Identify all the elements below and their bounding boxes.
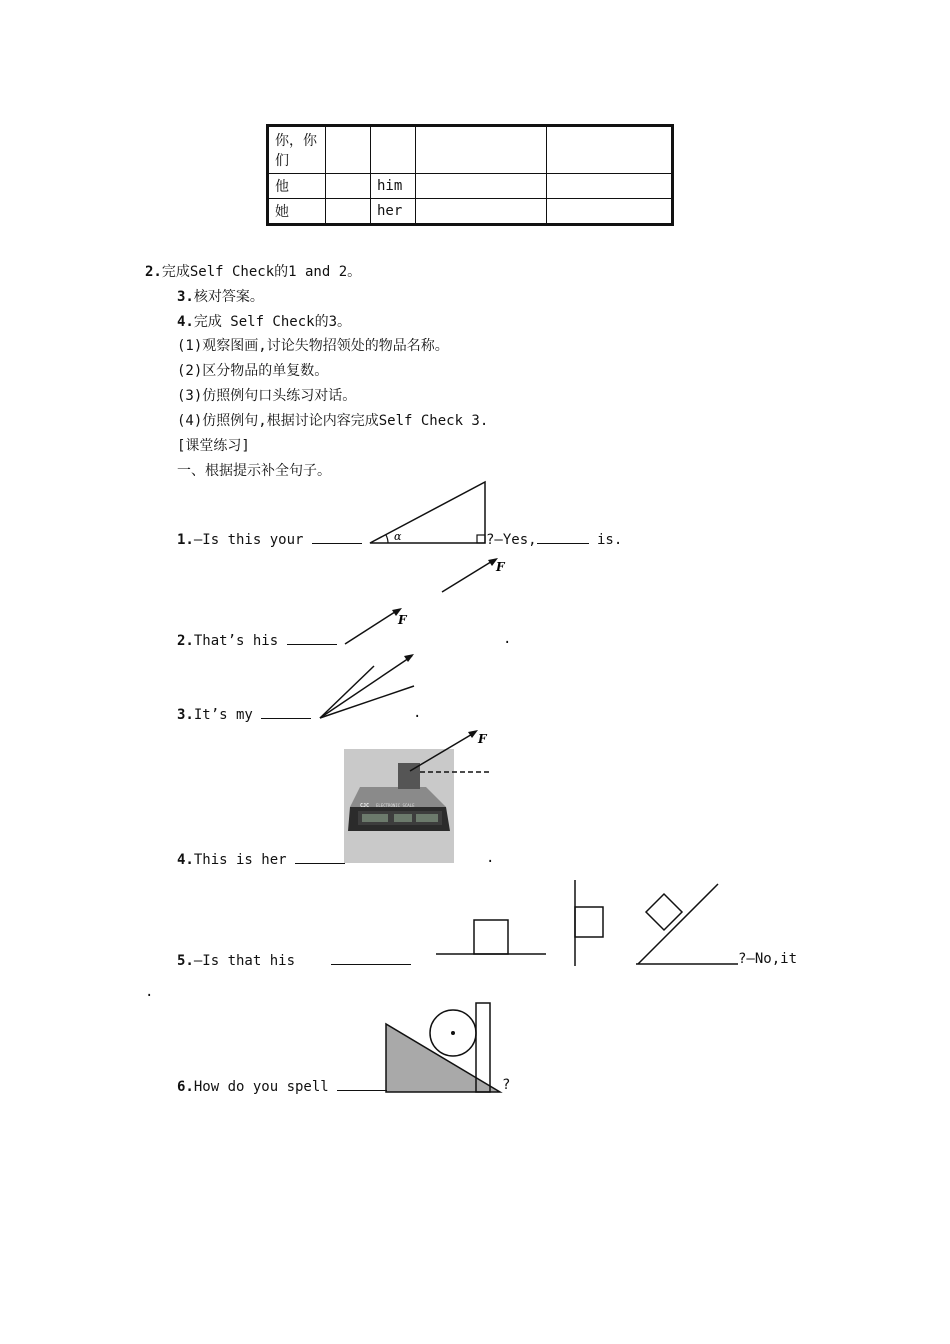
table-cell [547,199,673,225]
table-cell [547,126,673,174]
question-3-end: . [413,705,422,721]
question-3: 3.It’s my [177,705,311,723]
substep-1: (1)观察图画,讨论失物招领处的物品名称。 [177,338,449,354]
table-cell: 她 [268,199,326,225]
table-cell: 你，你们 [268,126,326,174]
step-3: 3.核对答案。 [177,289,264,305]
question-1: 1.—Is this your [177,530,362,548]
scale-label: ELECTRONIC SCALE [376,803,415,808]
force-arrow-figure [440,556,510,596]
triangle-figure [368,480,492,548]
force-arrow-figure [344,606,414,648]
answer-blank[interactable] [337,1077,387,1091]
table-cell: 他 [268,174,326,199]
step-2: 2.完成Self Check的1 and 2。 [145,264,362,280]
table-row [268,199,673,225]
table-cell [326,174,371,199]
step-4: 4.完成 Self Check的3。 [177,314,352,330]
answer-blank[interactable] [636,962,740,966]
force-label: F [478,732,487,746]
section-heading: [课堂练习] [177,438,250,454]
force-label: F [398,613,407,627]
question-5: 5.—Is that his [177,951,411,969]
answer-blank[interactable] [261,705,311,719]
force-label: F [496,560,505,574]
question-4-end: . [486,850,495,866]
table-cell: him [371,174,416,199]
question-1-cont: ?—Yes, is. [486,532,623,548]
pronoun-table [266,124,674,226]
incline-ball-figure [384,1000,511,1096]
table-cell: her [371,199,416,225]
alpha-label: α [394,530,402,543]
answer-blank[interactable] [331,951,411,965]
scale-brand: CJC [360,803,370,809]
substep-2: (2)区分物品的单复数。 [177,363,329,379]
table-cell [416,199,547,225]
answer-blank[interactable] [295,850,345,864]
table-row [268,126,673,174]
table-cell [547,174,673,199]
substep-4: (4)仿照例句,根据讨论内容完成Self Check 3. [177,413,489,429]
table-cell [416,174,547,199]
answer-blank[interactable] [287,631,337,645]
question-2: 2.That’s his [177,631,337,649]
table-cell [326,199,371,225]
table-cell [416,126,547,174]
table-row [268,174,673,199]
question-6: 6.How do you spell [177,1077,387,1095]
answer-blank[interactable] [312,530,362,544]
electronic-scale-image [344,727,494,865]
substep-3: (3)仿照例句口头练习对话。 [177,388,357,404]
question-5-cont: . [145,984,154,1000]
question-6-end: ? [502,1077,511,1093]
question-5-end: ?—No,it [738,951,798,967]
question-2-end: . [503,631,512,647]
block-figures [434,878,724,968]
table-cell [326,126,371,174]
table-cell [371,126,416,174]
instruction: 一、根据提示补全句子。 [177,463,331,479]
angle-lines-figure [318,652,418,722]
answer-blank[interactable] [537,530,589,544]
question-4: 4.This is her [177,850,345,868]
